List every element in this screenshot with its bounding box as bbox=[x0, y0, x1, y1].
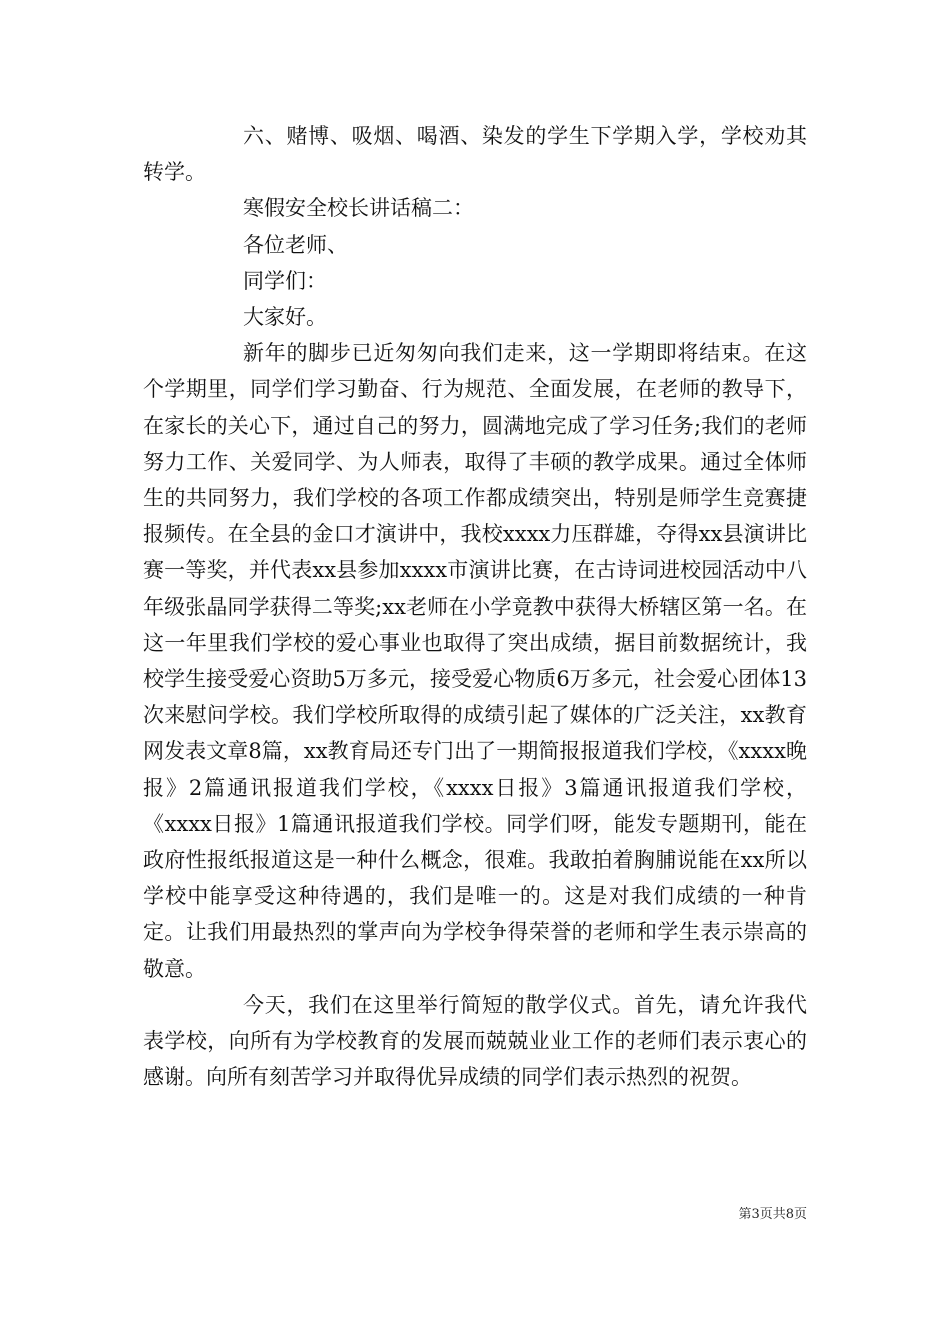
page-number: 第3页共8页 bbox=[738, 1207, 807, 1222]
salutation-teachers: 各位老师、 bbox=[243, 232, 348, 257]
greeting: 大家好。 bbox=[243, 305, 327, 330]
speech-title: 寒假安全校长讲话稿二： bbox=[243, 196, 474, 221]
paragraph-achievements: 新年的脚步已近匆匆向我们走来，这一学期即将结束。在这个学期里，同学们学习勤奋、行为规范、全面发展，在老师的教导下，在家长的关心下，通过自己的努力，圆满地完成了学习任务;我们的老师努力工作、关爱同学、为人师表，取得了丰硕的教学成果。通过全体师生的共同努力，我们学校的各项工作都成绩突出，特别是师学生竞赛捷报频传。在全县的金口才演讲中，我校xxxx力压群雄，夺得xx县演讲比赛一等奖，并代表xx县参加xxxx市演讲比赛，在古诗词进校园活动中八年级张晶同学获得二等奖;xx老师在小学竟教中获得大桥辖区第一名。在这一年里我们学校的爱心事业也取得了突出成绩，据目前数据统计，我校学生接受爱心资助5万多元，接受爱心物质6万多元，社会爱心团体13次来慰问学校。我们学校所取得的成绩引起了媒体的广泛关注，xx教育网发表文章8篇，xx教育局还专门出了一期简报报道我们学校，《xxxx晚报》2篇通讯报道我们学校，《xxxx日报》3篇通讯报道我们学校，《xxxx日报》1篇通讯报道我们学校。同学们呀，能发专题期刊，能在政府性报纸报道这是一种什么概念，很难。我敢拍着胸脯说能在xx所以学校中能享受这种待遇的，我们是唯一的。这是对我们成绩的一种肯定。让我们用最热烈的掌声向为学校争得荣誉的老师和学生表示崇高的敬意。 bbox=[143, 341, 807, 981]
document-body bbox=[143, 118, 807, 1095]
paragraph-ceremony: 今天，我们在这里举行简短的散学仪式。首先，请允许我代表学校，向所有为学校教育的发展而兢兢业业工作的老师们表示衷心的感谢。向所有刻苦学习并取得优异成绩的同学们表示热烈的祝贺。 bbox=[143, 992, 807, 1090]
paragraph-rule-six: 六、赌博、吸烟、喝酒、染发的学生下学期入学，学校劝其转学。 bbox=[143, 124, 807, 185]
salutation-students: 同学们： bbox=[243, 268, 327, 293]
